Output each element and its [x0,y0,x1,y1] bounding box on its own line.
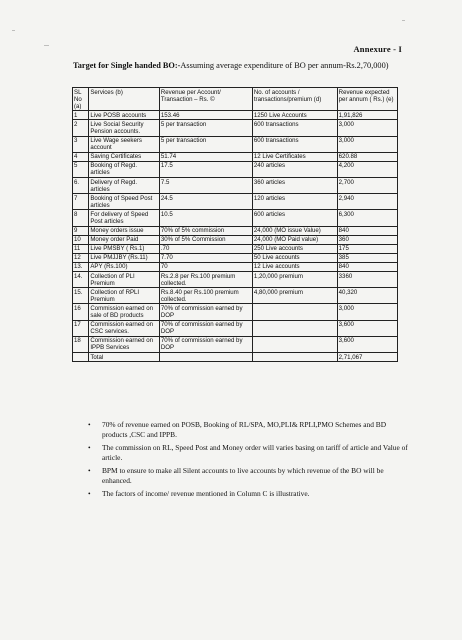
cell-service: Booking of Speed Post articles [89,194,160,210]
cell-sl-no: 14. [73,272,89,288]
table-row [73,152,398,161]
cell-no-of-accounts: 600 transactions [252,136,337,152]
note-item [88,489,408,499]
target-table [72,87,398,362]
cell-revenue-expected: 2,71,067 [337,353,397,362]
table-body [73,111,398,362]
cell-no-of-accounts: 600 articles [252,210,337,226]
cell-revenue-per-account: 70% of commission earned by DOP [159,304,252,320]
cell-service: Delivery of Regd. articles [89,178,160,194]
cell-revenue-per-account: 51.74 [159,152,252,161]
cell-no-of-accounts [252,320,337,336]
cell-revenue-expected: 385 [337,253,397,262]
cell-service: For delivery of Speed Post articles [89,210,160,226]
cell-sl-no: 8 [73,210,89,226]
scan-speck [402,20,405,21]
notes-list [88,420,408,502]
cell-revenue-expected: 3,000 [337,120,397,136]
cell-sl-no: 13. [73,262,89,271]
cell-revenue-per-account: 70% of commission earned by DOP [159,336,252,352]
cell-revenue-expected: 3,600 [337,320,397,336]
note-text: The factors of income/ revenue mentioned in Column C is illustrative. [102,489,310,498]
table-row [73,136,398,152]
table-row [73,161,398,177]
table-row [73,111,398,120]
cell-service: Money orders issue [89,226,160,235]
table-row [73,210,398,226]
cell-sl-no: 9 [73,226,89,235]
cell-sl-no: 6. [73,178,89,194]
cell-sl-no: 12 [73,253,89,262]
cell-revenue-per-account: 70% of commission earned by DOP [159,320,252,336]
table-row [73,353,398,362]
cell-service: APY (Rs.100) [89,262,160,271]
header-revenue-expected: Revenue expected per annum ( Rs.) (e) [337,88,397,111]
cell-no-of-accounts [252,304,337,320]
cell-no-of-accounts: 50 Live accounts [252,253,337,262]
cell-sl-no: 16 [73,304,89,320]
table-row [73,120,398,136]
cell-no-of-accounts: 600 transactions [252,120,337,136]
bullet-icon: • [88,420,91,429]
cell-no-of-accounts: 1250 Live Accounts [252,111,337,120]
cell-revenue-expected: 175 [337,244,397,253]
cell-service: Money order Paid [89,235,160,244]
note-text: BPM to ensure to make all Silent accounts to live accounts by which revenue of the BO will be enhanced. [102,466,384,485]
cell-sl-no: 15. [73,288,89,304]
cell-sl-no: 10 [73,235,89,244]
cell-revenue-expected: 620.88 [337,152,397,161]
cell-revenue-per-account [159,353,252,362]
cell-no-of-accounts: 12 Live accounts [252,262,337,271]
cell-revenue-per-account: 70 [159,262,252,271]
scan-speck [44,45,49,46]
header-sl-no: SL No (a) [73,88,89,111]
cell-revenue-expected: 4,200 [337,161,397,177]
cell-revenue-per-account: Rs.8.40 per Rs.100 premium collected. [159,288,252,304]
table-row [73,288,398,304]
cell-revenue-per-account: 7.70 [159,253,252,262]
table-row [73,320,398,336]
cell-revenue-expected: 3,000 [337,304,397,320]
cell-sl-no: 18 [73,336,89,352]
cell-revenue-per-account: 5 per transaction [159,136,252,152]
bullet-icon: • [88,443,91,452]
cell-service: Commission earned on sale of BD products [89,304,160,320]
cell-service: Booking of Regd. articles [89,161,160,177]
cell-revenue-expected: 360 [337,235,397,244]
annexure-heading: Annexure - I [353,44,402,54]
note-item [88,420,408,440]
cell-service: Collection of PLI Premium [89,272,160,288]
title-bold: Target for Single handed BO:- [73,61,181,70]
cell-revenue-expected: 3,000 [337,136,397,152]
cell-service: Saving Certificates [89,152,160,161]
table-row [73,272,398,288]
cell-no-of-accounts [252,353,337,362]
cell-no-of-accounts: 250 Live accounts [252,244,337,253]
cell-revenue-expected: 6,300 [337,210,397,226]
cell-service: Live POSB accounts [89,111,160,120]
table-row [73,235,398,244]
cell-sl-no: 11 [73,244,89,253]
cell-service: Collection of RPLI Premium [89,288,160,304]
cell-sl-no: 1 [73,111,89,120]
cell-revenue-expected: 1,91,826 [337,111,397,120]
cell-sl-no: 4 [73,152,89,161]
cell-service: Commission earned on IPPB Services [89,336,160,352]
note-item [88,466,408,486]
table-header-row [73,88,398,111]
cell-service: Live Social Security Pension accounts. [89,120,160,136]
cell-revenue-per-account: 5 per transaction [159,120,252,136]
cell-no-of-accounts: 360 articles [252,178,337,194]
cell-no-of-accounts: 12 Live Certificates [252,152,337,161]
note-text: 70% of revenue earned on POSB, Booking of RL/SPA, MO,PLI& RPLI,PMO Schemes and BD products ,CSC and IPPB. [102,420,387,439]
note-item [88,443,408,463]
cell-revenue-per-account: 17.5 [159,161,252,177]
cell-service: Live Wage seekers account [89,136,160,152]
cell-revenue-expected: 2,940 [337,194,397,210]
cell-sl-no: 7 [73,194,89,210]
table-row [73,262,398,271]
table-row [73,304,398,320]
note-text: The commission on RL, Speed Post and Money order will varies basing on tariff of article and Value of article. [102,443,408,462]
cell-revenue-per-account: Rs.2.8 per Rs.100 premium collected. [159,272,252,288]
cell-no-of-accounts: 120 articles [252,194,337,210]
table-row [73,244,398,253]
cell-revenue-per-account: 70% of 5% commission [159,226,252,235]
cell-sl-no: 2 [73,120,89,136]
cell-service: Live PMJJBY (Rs.11) [89,253,160,262]
cell-sl-no: 17 [73,320,89,336]
bullet-icon: • [88,489,91,498]
cell-no-of-accounts: 240 articles [252,161,337,177]
table-row [73,194,398,210]
cell-revenue-expected: 40,320 [337,288,397,304]
header-services: Services (b) [89,88,160,111]
cell-no-of-accounts: 24,000 (MO issue Value) [252,226,337,235]
header-revenue-per-account: Revenue per Account/ Transaction – Rs. © [159,88,252,111]
cell-sl-no: 3 [73,136,89,152]
cell-service: Live PMSBY ( Rs.1) [89,244,160,253]
cell-service: Total [89,353,160,362]
bullet-icon: • [88,466,91,475]
table-row [73,178,398,194]
cell-revenue-per-account: 10.5 [159,210,252,226]
cell-revenue-per-account: 7.5 [159,178,252,194]
cell-revenue-per-account: .70 [159,244,252,253]
cell-no-of-accounts [252,336,337,352]
table-row [73,336,398,352]
title-rest: Assuming average expenditure of BO per annum-Rs.2,70,000) [180,61,389,70]
cell-sl-no: 5 [73,161,89,177]
cell-revenue-per-account: 153.46 [159,111,252,120]
scan-speck [12,30,15,31]
cell-revenue-expected: 3,600 [337,336,397,352]
cell-revenue-expected: 840 [337,262,397,271]
cell-revenue-expected: 840 [337,226,397,235]
cell-revenue-per-account: 30% of 5% Commission [159,235,252,244]
header-no-of-accounts: No. of accounts / transactions/premium (d) [252,88,337,111]
cell-revenue-expected: 2,700 [337,178,397,194]
cell-no-of-accounts: 1,20,000 premium [252,272,337,288]
cell-revenue-per-account: 24.5 [159,194,252,210]
cell-sl-no [73,353,89,362]
table-row [73,226,398,235]
table-row [73,253,398,262]
cell-revenue-expected: 3360 [337,272,397,288]
cell-service: Commission earned on CSC services. [89,320,160,336]
document-title [73,60,403,71]
cell-no-of-accounts: 4,80,000 premium [252,288,337,304]
cell-no-of-accounts: 24,000 (MO Paid value) [252,235,337,244]
